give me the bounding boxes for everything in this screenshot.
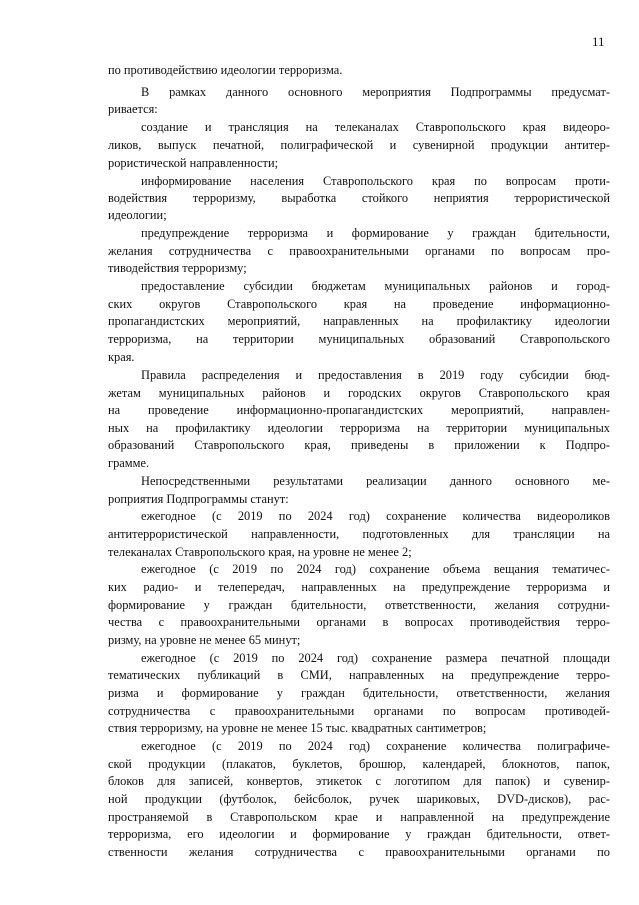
text-line: предупреждение терроризма и формирование у граждан бдительности, [141,226,610,240]
text-line: ственности желания сотрудничества с правоохранительными органами по [108,845,610,859]
text-line: чества с правоохранительными органами в вопросах противодействия терро- [108,615,610,629]
text-line: ризму, на уровне не менее 65 минут; [108,633,301,647]
text-line: информирование населения Ставропольского края по вопросам проти- [141,174,610,188]
text-line: по противодействию идеологии терроризма. [108,63,343,77]
text-line: терроризма, его идеологии и формирование у граждан бдительности, ответ- [108,827,610,841]
text-line: ской продукции (плакатов, буклетов, брошюр, календарей, блокнотов, папок, [108,757,610,771]
text-line: ежегодное (с 2019 по 2024 год) сохранение объема вещания тематичес- [141,562,610,576]
text-line: пропагандистских мероприятий, направленных на профилактику идеологии [108,314,610,328]
text-line: идеологии; [108,208,167,222]
text-line: жетам муниципальных районов и городских округов Ставропольского края [108,386,610,400]
text-line: ежегодное (с 2019 по 2024 год) сохранение количества полиграфиче- [141,739,610,753]
text-line: ежегодное (с 2019 по 2024 год) сохранение количества видеороликов [141,509,610,523]
text-line: Правила распределения и предоставления в 2019 году субсидии бюд- [141,368,610,382]
text-line: рористической направленности; [108,156,279,170]
text-line: края. [108,350,135,364]
text-line: ных на профилактику идеологии терроризма на территории муниципальных [108,421,610,435]
text-line: образований Ставропольского края, приведены в приложении к Подпро- [108,438,610,452]
page-number: 11 [592,34,605,49]
text-line: В рамках данного основного мероприятия Подпрограммы предусмат- [141,85,610,99]
text-line: ствия терроризму, на уровне не менее 15 тыс. квадратных сантиметров; [108,721,487,735]
text-line: на проведение информационно-пропагандистских мероприятий, направлен- [108,403,610,417]
text-line: предоставление субсидии бюджетам муниципальных районов и город- [141,279,610,293]
text-line: терроризма, на территории муниципальных образований Ставропольского [108,332,610,346]
text-line: ризма и формирование у граждан бдительности, ответственности, желания [108,686,610,700]
text-line: сотрудничества с правоохранительными органами по вопросам противодей- [108,704,610,718]
text-line: ежегодное (с 2019 по 2024 год) сохранение размера печатной площади [141,651,610,665]
text-line: блоков для записей, конвертов, этикеток с логотипом для папок) и сувенир- [108,774,610,788]
text-line: роприятия Подпрограммы станут: [108,492,289,506]
text-line: формирование у граждан бдительности, ответственности, желания сотрудни- [108,598,610,612]
text-line: тиводействия терроризму; [108,261,247,275]
text-line: ликов, выпуск печатной, полиграфической и сувенирной продукции антитер- [108,138,610,152]
text-line: ривается: [108,102,158,116]
text-line: создание и трансляция на телеканалах Ставропольского края видеоро- [141,120,610,134]
text-line: Непосредственными результатами реализации данного основного ме- [141,474,610,488]
text-line: телеканалах Ставропольского края, на уровне не менее 2; [108,545,412,559]
text-line: антитеррористической направленности, подготовленных для трансляции на [108,527,610,541]
text-line: водействия терроризму, выработка стойкого неприятия террористической [108,191,610,205]
text-line: ной продукции (футболок, бейсболок, ручек шариковых, DVD-дисков), рас- [108,792,610,806]
text-line: грамме. [108,456,150,470]
text-line: желания сотрудничества с правоохранительными органами по вопросам про- [108,244,610,258]
text-line: ских округов Ставропольского края на проведение информационно- [108,297,610,311]
text-line: тематических публикаций в СМИ, направленных на предупреждение терро- [108,668,610,682]
text-line: ких радио- и телепередач, направленных на предупреждение терроризма и [108,580,610,594]
text-line: пространяемой в Ставропольском крае и направленной на предупреждение [108,810,610,824]
